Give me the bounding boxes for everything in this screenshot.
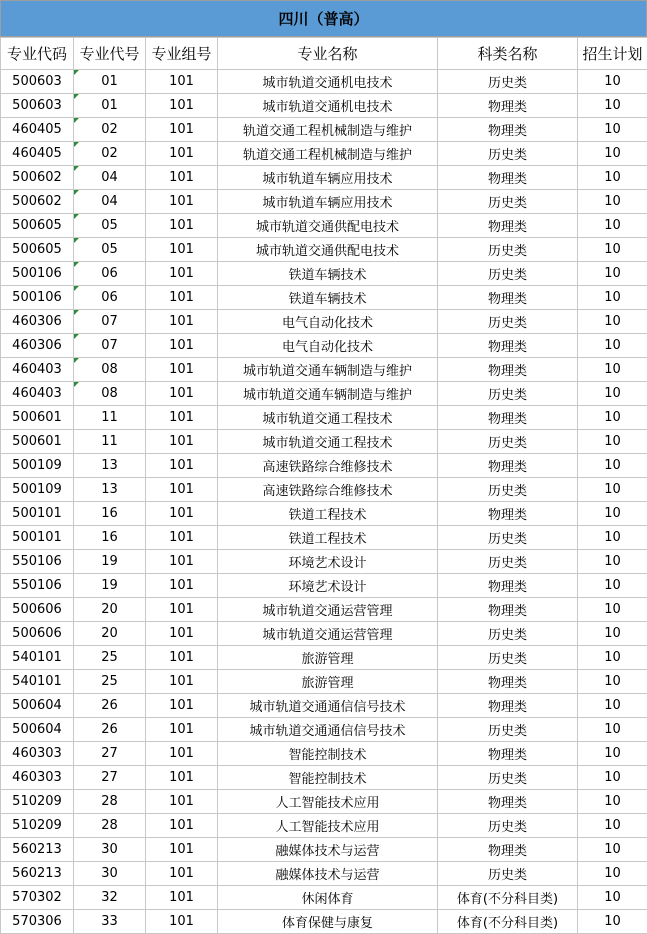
major-name-cell[interactable]: 城市轨道交通通信信号技术 — [218, 718, 438, 742]
major-name-cell[interactable]: 电气自动化技术 — [218, 334, 438, 358]
enrollment-plan-cell[interactable]: 10 — [578, 478, 647, 502]
table-row — [1, 646, 647, 670]
table-row — [1, 454, 647, 478]
major-number-cell[interactable]: 02 — [74, 118, 146, 142]
major-number-cell[interactable]: 16 — [74, 502, 146, 526]
major-code-cell[interactable]: 540101 — [1, 670, 74, 694]
subject-category-cell[interactable]: 物理类 — [438, 118, 578, 142]
group-number-cell[interactable]: 101 — [146, 646, 218, 670]
major-code-cell[interactable]: 500101 — [1, 526, 74, 550]
major-name-cell[interactable]: 铁道车辆技术 — [218, 286, 438, 310]
header-major-number[interactable]: 专业代号 — [74, 38, 146, 70]
major-name-cell[interactable]: 旅游管理 — [218, 670, 438, 694]
major-name-cell[interactable]: 旅游管理 — [218, 646, 438, 670]
major-number-cell[interactable]: 13 — [74, 478, 146, 502]
major-code-cell[interactable]: 500602 — [1, 190, 74, 214]
subject-category-cell[interactable]: 物理类 — [438, 838, 578, 862]
major-code-cell[interactable]: 460306 — [1, 334, 74, 358]
subject-category-cell[interactable]: 物理类 — [438, 286, 578, 310]
major-code-cell[interactable]: 460405 — [1, 142, 74, 166]
major-number-cell[interactable]: 20 — [74, 598, 146, 622]
enrollment-plan-cell[interactable]: 10 — [578, 766, 647, 790]
major-number-cell[interactable]: 16 — [74, 526, 146, 550]
major-number-cell[interactable]: 08 — [74, 358, 146, 382]
sheet-title: 四川（普高） — [0, 0, 647, 37]
major-code-cell[interactable]: 500603 — [1, 70, 74, 94]
table-row — [1, 694, 647, 718]
subject-category-cell[interactable]: 物理类 — [438, 694, 578, 718]
group-number-cell[interactable]: 101 — [146, 358, 218, 382]
header-enrollment-plan[interactable]: 招生计划 — [578, 38, 647, 70]
major-name-cell[interactable]: 城市轨道车辆应用技术 — [218, 166, 438, 190]
major-number-cell[interactable]: 26 — [74, 694, 146, 718]
enrollment-plan-cell[interactable]: 10 — [578, 622, 647, 646]
major-code-cell[interactable]: 560213 — [1, 838, 74, 862]
major-number-cell[interactable]: 25 — [74, 670, 146, 694]
table-row — [1, 190, 647, 214]
major-name-cell[interactable]: 城市轨道交通工程技术 — [218, 406, 438, 430]
table-row — [1, 238, 647, 262]
table-row — [1, 142, 647, 166]
subject-category-cell[interactable]: 历史类 — [438, 190, 578, 214]
subject-category-cell[interactable]: 物理类 — [438, 358, 578, 382]
major-name-cell[interactable]: 城市轨道交通运营管理 — [218, 598, 438, 622]
enrollment-plan-cell[interactable]: 10 — [578, 310, 647, 334]
table-row — [1, 574, 647, 598]
major-name-cell[interactable]: 城市轨道交通车辆制造与维护 — [218, 358, 438, 382]
subject-category-cell[interactable]: 物理类 — [438, 454, 578, 478]
major-code-cell[interactable]: 500606 — [1, 598, 74, 622]
group-number-cell[interactable]: 101 — [146, 598, 218, 622]
enrollment-plan-cell[interactable]: 10 — [578, 334, 647, 358]
major-name-cell[interactable]: 人工智能技术应用 — [218, 814, 438, 838]
subject-category-cell[interactable]: 历史类 — [438, 70, 578, 94]
group-number-cell[interactable]: 101 — [146, 70, 218, 94]
enrollment-plan-cell[interactable]: 10 — [578, 742, 647, 766]
major-name-cell[interactable]: 城市轨道交通机电技术 — [218, 70, 438, 94]
table-row — [1, 70, 647, 94]
subject-category-cell[interactable]: 历史类 — [438, 550, 578, 574]
major-name-cell[interactable]: 铁道车辆技术 — [218, 262, 438, 286]
enrollment-plan-cell[interactable]: 10 — [578, 502, 647, 526]
subject-category-cell[interactable]: 物理类 — [438, 214, 578, 238]
group-number-cell[interactable]: 101 — [146, 430, 218, 454]
table-row — [1, 742, 647, 766]
table-row — [1, 886, 647, 910]
major-code-cell[interactable]: 560213 — [1, 862, 74, 886]
subject-category-cell[interactable]: 历史类 — [438, 622, 578, 646]
group-number-cell[interactable]: 101 — [146, 766, 218, 790]
enrollment-plan-cell[interactable]: 10 — [578, 214, 647, 238]
table-row — [1, 622, 647, 646]
major-code-cell[interactable]: 500605 — [1, 214, 74, 238]
subject-category-cell[interactable]: 历史类 — [438, 310, 578, 334]
subject-category-cell[interactable]: 历史类 — [438, 262, 578, 286]
table-row — [1, 310, 647, 334]
major-code-cell[interactable]: 500109 — [1, 454, 74, 478]
major-number-cell[interactable]: 06 — [74, 262, 146, 286]
major-number-cell[interactable]: 11 — [74, 406, 146, 430]
major-code-cell[interactable]: 500101 — [1, 502, 74, 526]
group-number-cell[interactable]: 101 — [146, 814, 218, 838]
enrollment-plan-cell[interactable]: 10 — [578, 886, 647, 910]
major-code-cell[interactable]: 570306 — [1, 910, 74, 934]
subject-category-cell[interactable]: 物理类 — [438, 502, 578, 526]
table-row — [1, 910, 647, 934]
subject-category-cell[interactable]: 物理类 — [438, 166, 578, 190]
subject-category-cell[interactable]: 物理类 — [438, 94, 578, 118]
major-number-cell[interactable]: 01 — [74, 70, 146, 94]
enrollment-plan-cell[interactable]: 10 — [578, 790, 647, 814]
enrollment-plan-cell[interactable]: 10 — [578, 142, 647, 166]
subject-category-cell[interactable]: 历史类 — [438, 526, 578, 550]
group-number-cell[interactable]: 101 — [146, 94, 218, 118]
subject-category-cell[interactable]: 历史类 — [438, 430, 578, 454]
major-number-cell[interactable]: 32 — [74, 886, 146, 910]
major-number-cell[interactable]: 05 — [74, 214, 146, 238]
table-row — [1, 94, 647, 118]
table-row — [1, 790, 647, 814]
major-number-cell[interactable]: 04 — [74, 166, 146, 190]
enrollment-plan-cell[interactable]: 10 — [578, 646, 647, 670]
major-code-cell[interactable]: 500603 — [1, 94, 74, 118]
header-group-number[interactable]: 专业组号 — [146, 38, 218, 70]
group-number-cell[interactable]: 101 — [146, 190, 218, 214]
major-code-cell[interactable]: 500106 — [1, 286, 74, 310]
major-number-cell[interactable]: 08 — [74, 382, 146, 406]
enrollment-plan-cell[interactable]: 10 — [578, 70, 647, 94]
enrollment-plan-cell[interactable]: 10 — [578, 94, 647, 118]
major-number-cell[interactable]: 27 — [74, 766, 146, 790]
enrollment-plan-cell[interactable]: 10 — [578, 190, 647, 214]
major-number-cell[interactable]: 30 — [74, 838, 146, 862]
major-name-cell[interactable]: 城市轨道交通工程技术 — [218, 430, 438, 454]
table-row — [1, 286, 647, 310]
major-code-cell[interactable]: 460405 — [1, 118, 74, 142]
group-number-cell[interactable]: 101 — [146, 142, 218, 166]
group-number-cell[interactable]: 101 — [146, 910, 218, 934]
major-number-cell[interactable]: 11 — [74, 430, 146, 454]
enrollment-plan-cell[interactable]: 10 — [578, 598, 647, 622]
table-row — [1, 718, 647, 742]
major-code-cell[interactable]: 510209 — [1, 814, 74, 838]
major-code-cell[interactable]: 550106 — [1, 550, 74, 574]
major-code-cell[interactable]: 500109 — [1, 478, 74, 502]
major-name-cell[interactable]: 智能控制技术 — [218, 766, 438, 790]
group-number-cell[interactable]: 101 — [146, 214, 218, 238]
subject-category-cell[interactable]: 历史类 — [438, 814, 578, 838]
subject-category-cell[interactable]: 物理类 — [438, 598, 578, 622]
major-number-cell[interactable]: 28 — [74, 790, 146, 814]
major-name-cell[interactable]: 城市轨道交通机电技术 — [218, 94, 438, 118]
group-number-cell[interactable]: 101 — [146, 262, 218, 286]
major-name-cell[interactable]: 城市轨道交通供配电技术 — [218, 214, 438, 238]
enrollment-plan-cell[interactable]: 10 — [578, 406, 647, 430]
enrollment-plan-cell[interactable]: 10 — [578, 574, 647, 598]
enrollment-plan-cell[interactable]: 10 — [578, 454, 647, 478]
major-code-cell[interactable]: 500606 — [1, 622, 74, 646]
group-number-cell[interactable]: 101 — [146, 238, 218, 262]
table-row — [1, 166, 647, 190]
major-number-cell[interactable]: 25 — [74, 646, 146, 670]
group-number-cell[interactable]: 101 — [146, 310, 218, 334]
subject-category-cell[interactable]: 物理类 — [438, 790, 578, 814]
enrollment-plan-cell[interactable]: 10 — [578, 838, 647, 862]
enrollment-plan-cell[interactable]: 10 — [578, 694, 647, 718]
major-code-cell[interactable]: 460303 — [1, 742, 74, 766]
table-row — [1, 118, 647, 142]
major-code-cell[interactable]: 500601 — [1, 406, 74, 430]
group-number-cell[interactable]: 101 — [146, 454, 218, 478]
major-code-cell[interactable]: 500601 — [1, 430, 74, 454]
table-row — [1, 862, 647, 886]
major-code-cell[interactable]: 500604 — [1, 694, 74, 718]
major-name-cell[interactable]: 电气自动化技术 — [218, 310, 438, 334]
major-code-cell[interactable]: 570302 — [1, 886, 74, 910]
subject-category-cell[interactable]: 物理类 — [438, 670, 578, 694]
subject-category-cell[interactable]: 历史类 — [438, 646, 578, 670]
table-row — [1, 430, 647, 454]
enrollment-plan-cell[interactable]: 10 — [578, 550, 647, 574]
major-number-cell[interactable]: 02 — [74, 142, 146, 166]
subject-category-cell[interactable]: 物理类 — [438, 334, 578, 358]
major-code-cell[interactable]: 460403 — [1, 382, 74, 406]
subject-category-cell[interactable]: 物理类 — [438, 742, 578, 766]
major-code-cell[interactable]: 500602 — [1, 166, 74, 190]
major-name-cell[interactable]: 环境艺术设计 — [218, 574, 438, 598]
major-number-cell[interactable]: 27 — [74, 742, 146, 766]
table-row — [1, 502, 647, 526]
enrollment-plan-cell[interactable]: 10 — [578, 862, 647, 886]
subject-category-cell[interactable]: 历史类 — [438, 862, 578, 886]
enrollment-plan-cell[interactable]: 10 — [578, 430, 647, 454]
major-number-cell[interactable]: 07 — [74, 310, 146, 334]
major-name-cell[interactable]: 休闲体育 — [218, 886, 438, 910]
group-number-cell[interactable]: 101 — [146, 838, 218, 862]
table-row — [1, 550, 647, 574]
major-code-cell[interactable]: 460303 — [1, 766, 74, 790]
group-number-cell[interactable]: 101 — [146, 742, 218, 766]
enrollment-plan-cell[interactable]: 10 — [578, 118, 647, 142]
header-row — [1, 38, 647, 70]
group-number-cell[interactable]: 101 — [146, 694, 218, 718]
enrollment-plan-cell[interactable]: 10 — [578, 670, 647, 694]
enrollment-plan-cell[interactable]: 10 — [578, 358, 647, 382]
major-number-cell[interactable]: 13 — [74, 454, 146, 478]
subject-category-cell[interactable]: 历史类 — [438, 382, 578, 406]
table-row — [1, 670, 647, 694]
group-number-cell[interactable]: 101 — [146, 406, 218, 430]
header-major-code[interactable]: 专业代码 — [1, 38, 74, 70]
table-row — [1, 334, 647, 358]
subject-category-cell[interactable]: 物理类 — [438, 574, 578, 598]
subject-category-cell[interactable]: 历史类 — [438, 238, 578, 262]
major-code-cell[interactable]: 500106 — [1, 262, 74, 286]
major-number-cell[interactable]: 19 — [74, 574, 146, 598]
major-number-cell[interactable]: 33 — [74, 910, 146, 934]
group-number-cell[interactable]: 101 — [146, 502, 218, 526]
major-name-cell[interactable]: 环境艺术设计 — [218, 550, 438, 574]
subject-category-cell[interactable]: 物理类 — [438, 406, 578, 430]
group-number-cell[interactable]: 101 — [146, 118, 218, 142]
table-row — [1, 382, 647, 406]
enrollment-plan-cell[interactable]: 10 — [578, 814, 647, 838]
group-number-cell[interactable]: 101 — [146, 718, 218, 742]
enrollment-plan-cell[interactable]: 10 — [578, 718, 647, 742]
enrollment-plan-cell[interactable]: 10 — [578, 286, 647, 310]
group-number-cell[interactable]: 101 — [146, 862, 218, 886]
table-row — [1, 358, 647, 382]
major-code-cell[interactable]: 550106 — [1, 574, 74, 598]
major-number-cell[interactable]: 28 — [74, 814, 146, 838]
enrollment-plan-cell[interactable]: 10 — [578, 238, 647, 262]
major-name-cell[interactable]: 城市轨道交通通信信号技术 — [218, 694, 438, 718]
group-number-cell[interactable]: 101 — [146, 478, 218, 502]
header-subject-category[interactable]: 科类名称 — [438, 38, 578, 70]
major-name-cell[interactable]: 城市轨道交通车辆制造与维护 — [218, 382, 438, 406]
group-number-cell[interactable]: 101 — [146, 166, 218, 190]
subject-category-cell[interactable]: 历史类 — [438, 142, 578, 166]
table-row — [1, 262, 647, 286]
subject-category-cell[interactable]: 体育(不分科目类) — [438, 910, 578, 934]
major-number-cell[interactable]: 05 — [74, 238, 146, 262]
subject-category-cell[interactable]: 体育(不分科目类) — [438, 886, 578, 910]
major-code-cell[interactable]: 500604 — [1, 718, 74, 742]
table-row — [1, 838, 647, 862]
major-code-cell[interactable]: 510209 — [1, 790, 74, 814]
table-row — [1, 766, 647, 790]
major-name-cell[interactable]: 轨道交通工程机械制造与维护 — [218, 142, 438, 166]
major-name-cell[interactable]: 体育保健与康复 — [218, 910, 438, 934]
major-number-cell[interactable]: 06 — [74, 286, 146, 310]
major-name-cell[interactable]: 融媒体技术与运营 — [218, 862, 438, 886]
enrollment-plan-cell[interactable]: 10 — [578, 526, 647, 550]
enrollment-plan-cell[interactable]: 10 — [578, 910, 647, 934]
admission-plan-table — [0, 37, 647, 934]
group-number-cell[interactable]: 101 — [146, 334, 218, 358]
major-name-cell[interactable]: 融媒体技术与运营 — [218, 838, 438, 862]
major-code-cell[interactable]: 500605 — [1, 238, 74, 262]
enrollment-plan-cell[interactable]: 10 — [578, 262, 647, 286]
major-code-cell[interactable]: 460403 — [1, 358, 74, 382]
group-number-cell[interactable]: 101 — [146, 622, 218, 646]
group-number-cell[interactable]: 101 — [146, 550, 218, 574]
subject-category-cell[interactable]: 历史类 — [438, 766, 578, 790]
major-name-cell[interactable]: 高速铁路综合维修技术 — [218, 478, 438, 502]
major-number-cell[interactable]: 20 — [74, 622, 146, 646]
major-number-cell[interactable]: 04 — [74, 190, 146, 214]
enrollment-plan-cell[interactable]: 10 — [578, 382, 647, 406]
major-number-cell[interactable]: 07 — [74, 334, 146, 358]
table-row — [1, 406, 647, 430]
major-name-cell[interactable]: 轨道交通工程机械制造与维护 — [218, 118, 438, 142]
group-number-cell[interactable]: 101 — [146, 382, 218, 406]
major-code-cell[interactable]: 540101 — [1, 646, 74, 670]
major-number-cell[interactable]: 26 — [74, 718, 146, 742]
table-row — [1, 526, 647, 550]
table-row — [1, 814, 647, 838]
subject-category-cell[interactable]: 历史类 — [438, 478, 578, 502]
group-number-cell[interactable]: 101 — [146, 886, 218, 910]
table-row — [1, 598, 647, 622]
group-number-cell[interactable]: 101 — [146, 670, 218, 694]
major-name-cell[interactable]: 智能控制技术 — [218, 742, 438, 766]
enrollment-plan-cell[interactable]: 10 — [578, 166, 647, 190]
major-name-cell[interactable]: 城市轨道交通运营管理 — [218, 622, 438, 646]
major-number-cell[interactable]: 01 — [74, 94, 146, 118]
major-code-cell[interactable]: 460306 — [1, 310, 74, 334]
major-number-cell[interactable]: 19 — [74, 550, 146, 574]
major-name-cell[interactable]: 城市轨道交通供配电技术 — [218, 238, 438, 262]
major-name-cell[interactable]: 高速铁路综合维修技术 — [218, 454, 438, 478]
group-number-cell[interactable]: 101 — [146, 526, 218, 550]
table-row — [1, 214, 647, 238]
major-name-cell[interactable]: 城市轨道车辆应用技术 — [218, 190, 438, 214]
subject-category-cell[interactable]: 历史类 — [438, 718, 578, 742]
header-major-name[interactable]: 专业名称 — [218, 38, 438, 70]
major-name-cell[interactable]: 人工智能技术应用 — [218, 790, 438, 814]
major-name-cell[interactable]: 铁道工程技术 — [218, 502, 438, 526]
major-number-cell[interactable]: 30 — [74, 862, 146, 886]
major-name-cell[interactable]: 铁道工程技术 — [218, 526, 438, 550]
group-number-cell[interactable]: 101 — [146, 286, 218, 310]
group-number-cell[interactable]: 101 — [146, 574, 218, 598]
group-number-cell[interactable]: 101 — [146, 790, 218, 814]
table-row — [1, 478, 647, 502]
